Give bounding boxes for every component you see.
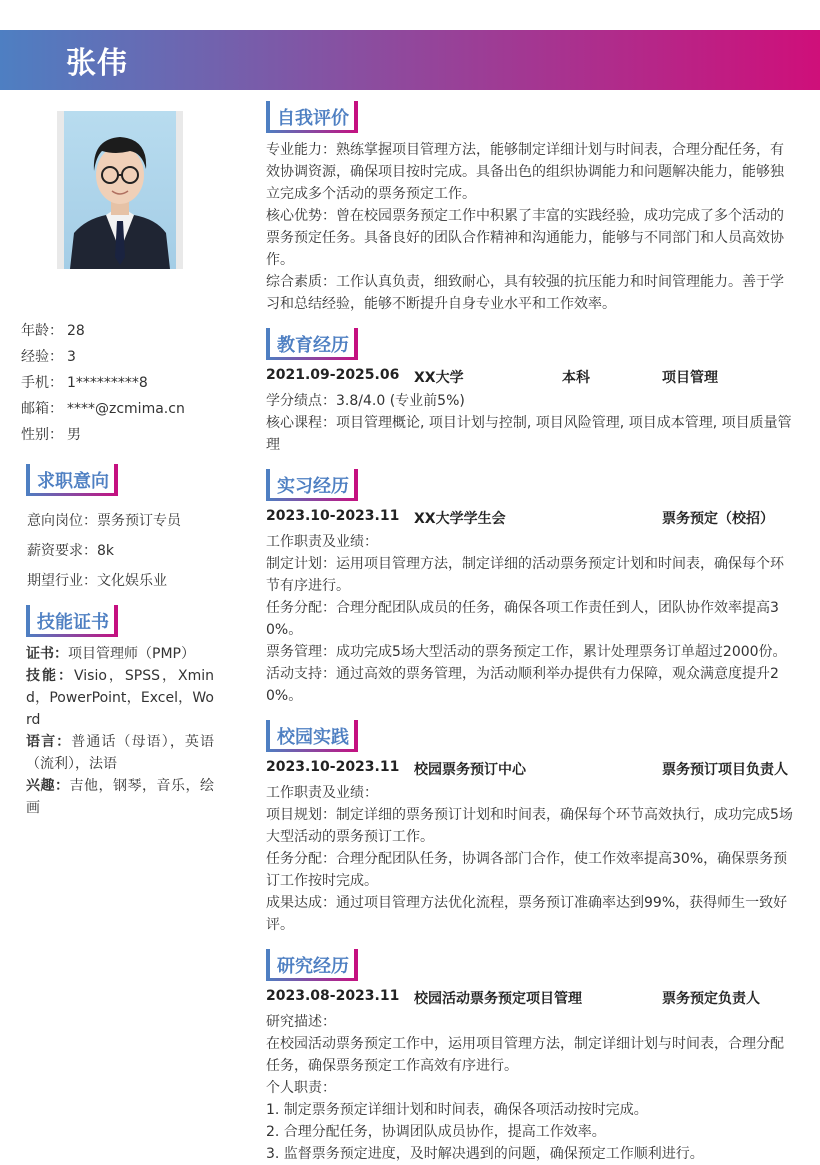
section-title: 教育经历 — [277, 335, 349, 356]
header-banner — [0, 30, 820, 90]
section-title: 研究经历 — [277, 956, 349, 977]
self-eval-content — [266, 139, 794, 315]
campus-row — [266, 759, 794, 781]
campus-role: 票务预订项目负责人 — [662, 762, 788, 778]
section-self-eval — [266, 101, 358, 133]
research-duty: 2. 合理分配任务，协调团队成员协作，提高工作效率。 — [266, 1124, 606, 1140]
section-research — [266, 949, 358, 981]
campus-item: 成果达成：通过项目管理方法优化流程，票务预订准确率达到99%，获得师生一致好评。 — [266, 895, 788, 933]
edu-gpa: 学分绩点：3.8/4.0 (专业前5%) — [266, 393, 465, 409]
research-role: 票务预定负责人 — [662, 991, 760, 1007]
language-item: 语言：普通话（母语），英语（流利），法语 — [26, 734, 214, 772]
intern-period: 2023.10-2023.11 — [266, 508, 400, 524]
campus-period: 2023.10-2023.11 — [266, 759, 400, 775]
phone-value: 1*********8 — [67, 375, 148, 391]
gender-row — [21, 424, 81, 444]
gender-value: 男 — [67, 427, 81, 443]
skills-list — [26, 643, 214, 819]
phone-row — [21, 372, 148, 392]
campus-intro: 工作职责及业绩： — [266, 785, 378, 801]
edu-period: 2021.09-2025.06 — [266, 367, 400, 383]
experience-label: 经验： — [21, 349, 63, 365]
phone-label: 手机： — [21, 375, 63, 391]
self-eval-paragraph: 综合素质：工作认真负责，细致耐心，具有较强的抗压能力和时间管理能力。善于学习和总结经验，能够不断提升自身专业水平和工作效率。 — [266, 274, 784, 312]
intern-item: 票务管理：成功完成5场大型活动的票务预定工作，累计处理票务订单超过2000份。 — [266, 644, 787, 660]
section-skills — [26, 605, 118, 637]
email-label: 邮箱： — [21, 401, 63, 417]
intern-intro: 工作职责及业绩： — [266, 534, 378, 550]
intern-item: 活动支持：通过高效的票务管理，为活动顺利举办提供有力保障，观众满意度提升20%。 — [266, 666, 779, 704]
education-row — [266, 367, 794, 389]
email-value: ****@zcmima.cn — [67, 401, 185, 417]
research-duty: 1. 制定票务预定详细计划和时间表，确保各项活动按时完成。 — [266, 1102, 648, 1118]
self-eval-paragraph: 专业能力：熟练掌握项目管理方法，能够制定详细计划与时间表，合理分配任务，有效协调资源，确保项目按时完成。具备出色的组织协调能力和问题解决能力，能够独立完成多个活动的票务预定工作。 — [266, 142, 784, 202]
campus-item: 项目规划：制定详细的票务预订计划和时间表，确保每个环节高效执行，成功完成5场大型活动的票务预订工作。 — [266, 807, 793, 845]
section-internship — [266, 469, 358, 501]
research-duty-label: 个人职责： — [266, 1080, 336, 1096]
gender-label: 性别： — [21, 427, 63, 443]
section-title: 实习经历 — [277, 476, 349, 497]
intent-salary: 薪资要求：8k — [27, 543, 115, 559]
edu-courses: 核心课程：项目管理概论, 项目计划与控制, 项目风险管理, 项目成本管理, 项目质量管理 — [266, 415, 792, 453]
hobby-item: 兴趣：吉他，钢琴，音乐，绘画 — [26, 778, 214, 816]
avatar — [64, 111, 176, 269]
edu-degree: 本科 — [562, 370, 590, 386]
intent-industry: 期望行业：文化娱乐业 — [27, 573, 167, 589]
intern-org: XX大学学生会 — [414, 511, 506, 527]
age-row — [21, 320, 85, 340]
email-row — [21, 398, 185, 418]
research-details — [266, 1011, 794, 1165]
edu-major: 项目管理 — [662, 370, 718, 386]
research-period: 2023.08-2023.11 — [266, 988, 400, 1004]
section-title: 校园实践 — [277, 727, 349, 748]
intent-position: 意向岗位：票务预订专员 — [27, 513, 181, 529]
research-row — [266, 988, 794, 1010]
age-label: 年龄： — [21, 323, 63, 339]
edu-school: XX大学 — [414, 370, 464, 386]
campus-item: 任务分配：合理分配团队任务，协调各部门合作，使工作效率提高30%，确保票务预订工作按时完成。 — [266, 851, 788, 889]
intern-item: 任务分配：合理分配团队成员的任务，确保各项工作责任到人，团队协作效率提高30%。 — [266, 600, 779, 638]
campus-details — [266, 782, 794, 936]
experience-value: 3 — [67, 349, 76, 365]
research-project: 校园活动票务预定项目管理 — [414, 991, 582, 1007]
internship-row — [266, 508, 794, 530]
profile-photo — [57, 111, 183, 269]
section-campus — [266, 720, 358, 752]
section-job-intent — [26, 464, 118, 496]
self-eval-paragraph: 核心优势：曾在校园票务预定工作中积累了丰富的实践经验，成功完成了多个活动的票务预定任务。具备良好的团队合作精神和沟通能力，能够与不同部门和人员高效协作。 — [266, 208, 784, 268]
research-duty: 3. 监督票务预定进度，及时解决遇到的问题，确保预定工作顺利进行。 — [266, 1146, 704, 1162]
section-title: 自我评价 — [277, 108, 349, 129]
campus-org: 校园票务预订中心 — [414, 762, 526, 778]
experience-row — [21, 346, 76, 366]
education-details — [266, 390, 794, 456]
research-desc-label: 研究描述： — [266, 1014, 336, 1030]
internship-details — [266, 531, 794, 707]
age-value: 28 — [67, 323, 85, 339]
section-education — [266, 328, 358, 360]
section-title: 技能证书 — [37, 612, 109, 633]
intern-item: 制定计划：运用项目管理方法，制定详细的活动票务预定计划和时间表，确保每个环节有序进行。 — [266, 556, 784, 594]
candidate-name: 张伟 — [66, 46, 128, 81]
skill-item: 技能：Visio，SPSS，Xmind，PowerPoint，Excel，Word — [26, 668, 214, 728]
section-title: 求职意向 — [37, 471, 109, 492]
research-desc: 在校园活动票务预定工作中，运用项目管理方法，制定详细计划与时间表，合理分配任务，确保票务预定工作高效有序进行。 — [266, 1036, 784, 1074]
intern-role: 票务预定（校招） — [662, 511, 774, 527]
cert-item: 证书：项目管理师（PMP） — [26, 646, 195, 662]
